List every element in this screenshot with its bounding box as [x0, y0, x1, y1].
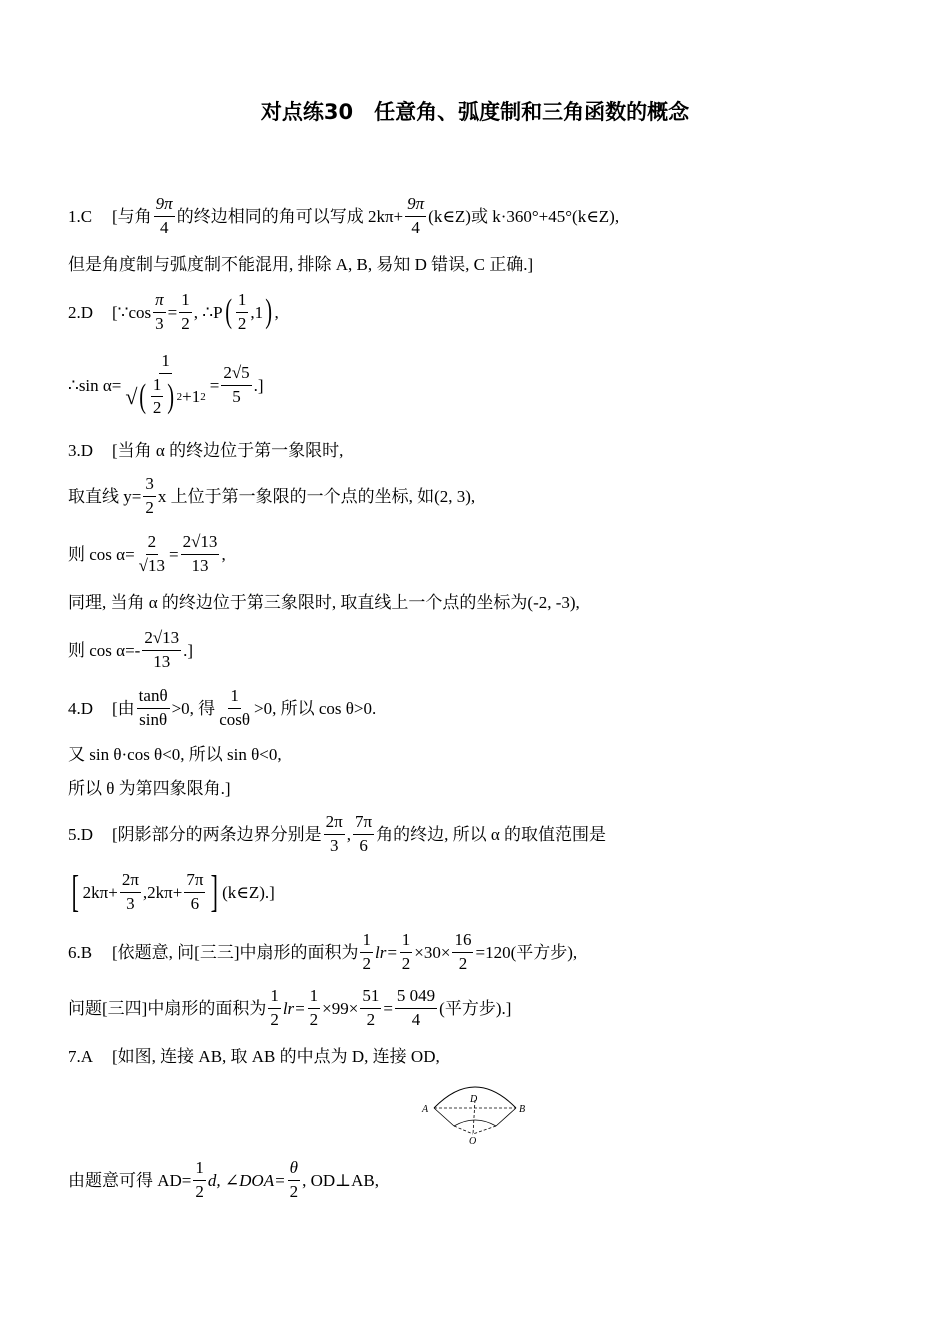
q2-text: , ∴P [193, 302, 223, 322]
edge-a [434, 1108, 454, 1126]
q5-text: 角的终边, 所以 α 的取值范围是 [376, 824, 607, 844]
q7-text: , OD⊥AB, [302, 1170, 379, 1190]
fraction: $\frac{1}{2}$ [181, 289, 190, 333]
left-paren: ( [224, 293, 232, 330]
q3-line-5 [68, 627, 194, 671]
fraction: $\frac{2\pi}{3}$ [325, 811, 343, 855]
q1-text: 的终边相同的角可以写成 2kπ+ [176, 206, 404, 226]
segment-ob [473, 1126, 496, 1134]
fraction: $\frac{2√5}{5}$ [223, 362, 250, 406]
q3-line-3 [68, 531, 226, 575]
equals-sign: = [167, 302, 178, 322]
equals-sign: = [209, 375, 220, 395]
q3-text: .] [183, 640, 194, 660]
fraction: $\frac{2√13}{13}$ [182, 531, 218, 575]
q5-number: 5.D [68, 824, 94, 844]
q4-number: 4.D [68, 698, 94, 718]
q3-text: 同理, 当角 α 的终边位于第三象限时, 取直线上一个点的坐标为(-2, -3), [68, 592, 580, 612]
q4-text: >0, 得 [171, 698, 216, 718]
right-bracket: ] [211, 867, 219, 916]
segment-oa [454, 1126, 473, 1134]
q2-text: , [274, 302, 279, 322]
q1-line-1 [68, 193, 620, 237]
q6-text: =120(平方步), [475, 942, 578, 962]
q5-text: (k∈Z).] [222, 882, 275, 902]
fraction: 1 √ ( $\frac{1}{2}$ ) 2 +1 2 [125, 350, 206, 418]
equals-sign: = [383, 998, 393, 1018]
q3-text: 则 cos α= [68, 544, 135, 564]
fraction: $\frac{2}{√13}$ [138, 531, 165, 575]
q6-line-1 [68, 929, 578, 973]
q4-text: [由 [112, 698, 135, 718]
q3-text: [当角 α 的终边位于第一象限时, [112, 440, 344, 460]
q4-text: >0, 所以 cos θ>0. [254, 698, 377, 718]
fraction: $\frac{1}{\cos\theta}$ [219, 685, 250, 729]
q4-line-1 [68, 685, 377, 729]
label-b: B [519, 1104, 526, 1115]
left-paren: ( [139, 377, 147, 415]
q2-text: ∴sin α= [68, 375, 122, 395]
equals-sign: = [169, 544, 179, 564]
q2-text: [∵cos [112, 302, 152, 322]
q5-text: ,2kπ+ [142, 882, 183, 902]
q1-text: (k∈Z)或 k·360°+45°(k∈Z), [428, 206, 620, 226]
q3-line-4 [68, 582, 580, 622]
fraction: $\frac{2\pi}{3}$ [121, 869, 139, 913]
fraction: $\frac{1}{2}$ [195, 1157, 204, 1201]
page-title: 对点练30 任意角、弧度制和三角函数的概念 [260, 100, 690, 124]
q6-text: ×30× [414, 942, 451, 962]
sector-figure [420, 1078, 530, 1146]
fraction: $\frac{1}{2}$ [270, 985, 279, 1029]
q7-text: 由题意可得 AD= [68, 1170, 192, 1190]
q5-line-2 [68, 868, 275, 916]
q6-line-2 [68, 985, 512, 1029]
q3-text: 取直线 y= [68, 486, 142, 506]
q7-number: 7.A [68, 1046, 94, 1066]
q2-text: ,1 [250, 302, 264, 322]
q1-number: 1.C [68, 206, 93, 226]
fraction: $\frac{1}{2}$ [309, 985, 319, 1029]
q1-line-2 [68, 244, 533, 284]
q4-text: 又 sin θ·cos θ<0, 所以 sin θ<0, [68, 744, 282, 764]
q7-text: [如图, 连接 AB, 取 AB 的中点为 D, 连接 OD, [112, 1046, 440, 1066]
fraction: $\frac{1}{2}$ [152, 374, 162, 418]
q5-text: 2kπ+ [82, 882, 118, 902]
q4-text: 所以 θ 为第四象限角.] [68, 778, 231, 798]
fraction: $\frac{51}{2}$ [362, 985, 380, 1029]
inner-arc [454, 1120, 496, 1126]
left-bracket: [ [71, 867, 79, 916]
q7-text: d, ∠DOA= [207, 1170, 286, 1190]
q6-text: [依题意, 问[三三]中扇形的面积为 [112, 942, 359, 962]
q6-text: ×99× [322, 998, 359, 1018]
label-a: A [422, 1104, 429, 1115]
fraction: $\frac{1}{2}$ [362, 929, 371, 973]
q2-number: 2.D [68, 302, 94, 322]
fraction: $\frac{2√13}{13}$ [144, 627, 180, 671]
q5-text: [阴影部分的两条边界分别是 [112, 824, 322, 844]
q6-text: (平方步).] [439, 998, 512, 1018]
q2-line-2 [68, 350, 264, 420]
q1-text: [与角 [112, 206, 152, 226]
fraction: $\frac{9\pi}{4}$ [155, 193, 173, 237]
q6-number: 6.B [68, 942, 93, 962]
q6-text: 问题[三四]中扇形的面积为 [68, 998, 267, 1018]
q7-line-1 [68, 1036, 440, 1076]
q1-explanation: 但是角度制与弧度制不能混用, 排除 A, B, 易知 D 错误, C 正确.] [68, 254, 534, 274]
q3-number: 3.D [68, 440, 94, 460]
fraction: $\frac{\theta}{2}$ [289, 1157, 299, 1201]
segment-od [473, 1100, 475, 1134]
q5-line-1 [68, 811, 607, 855]
q3-text: , [221, 544, 226, 564]
right-paren: ) [167, 377, 175, 415]
fraction: $\frac{16}{2}$ [454, 929, 472, 973]
q6-text: lr= [374, 942, 398, 962]
fraction: $\frac{7\pi}{6}$ [355, 811, 373, 855]
q5-text: , [346, 824, 352, 844]
fraction: $\frac{1}{2}$ [237, 289, 247, 333]
radical-sign: √ [125, 383, 138, 409]
q3-line-1 [68, 430, 343, 470]
edge-b [496, 1108, 516, 1126]
q6-text: lr= [282, 998, 306, 1018]
q3-line-2 [68, 473, 476, 517]
q2-text: .] [253, 375, 264, 395]
label-o: O [469, 1136, 477, 1146]
fraction: $\frac{7\pi}{6}$ [186, 869, 204, 913]
q4-line-3 [68, 768, 231, 808]
fraction: $\frac{5 049}{4}$ [396, 985, 436, 1029]
q3-text: 则 cos α=- [68, 640, 141, 660]
label-d: D [470, 1094, 478, 1105]
right-paren: ) [265, 293, 273, 330]
fraction: $\frac{9\pi}{4}$ [407, 193, 425, 237]
fraction: $\frac{\pi}{3}$ [155, 289, 164, 333]
fraction: $\frac{3}{2}$ [145, 473, 154, 517]
q2-line-1 [68, 289, 279, 333]
fraction: $\frac{\tan\theta}{\sin\theta}$ [138, 685, 168, 729]
fraction: $\frac{1}{2}$ [401, 929, 411, 973]
q3-text: x 上位于第一象限的一个点的坐标, 如(2, 3), [157, 486, 476, 506]
q7-line-2 [68, 1157, 379, 1201]
